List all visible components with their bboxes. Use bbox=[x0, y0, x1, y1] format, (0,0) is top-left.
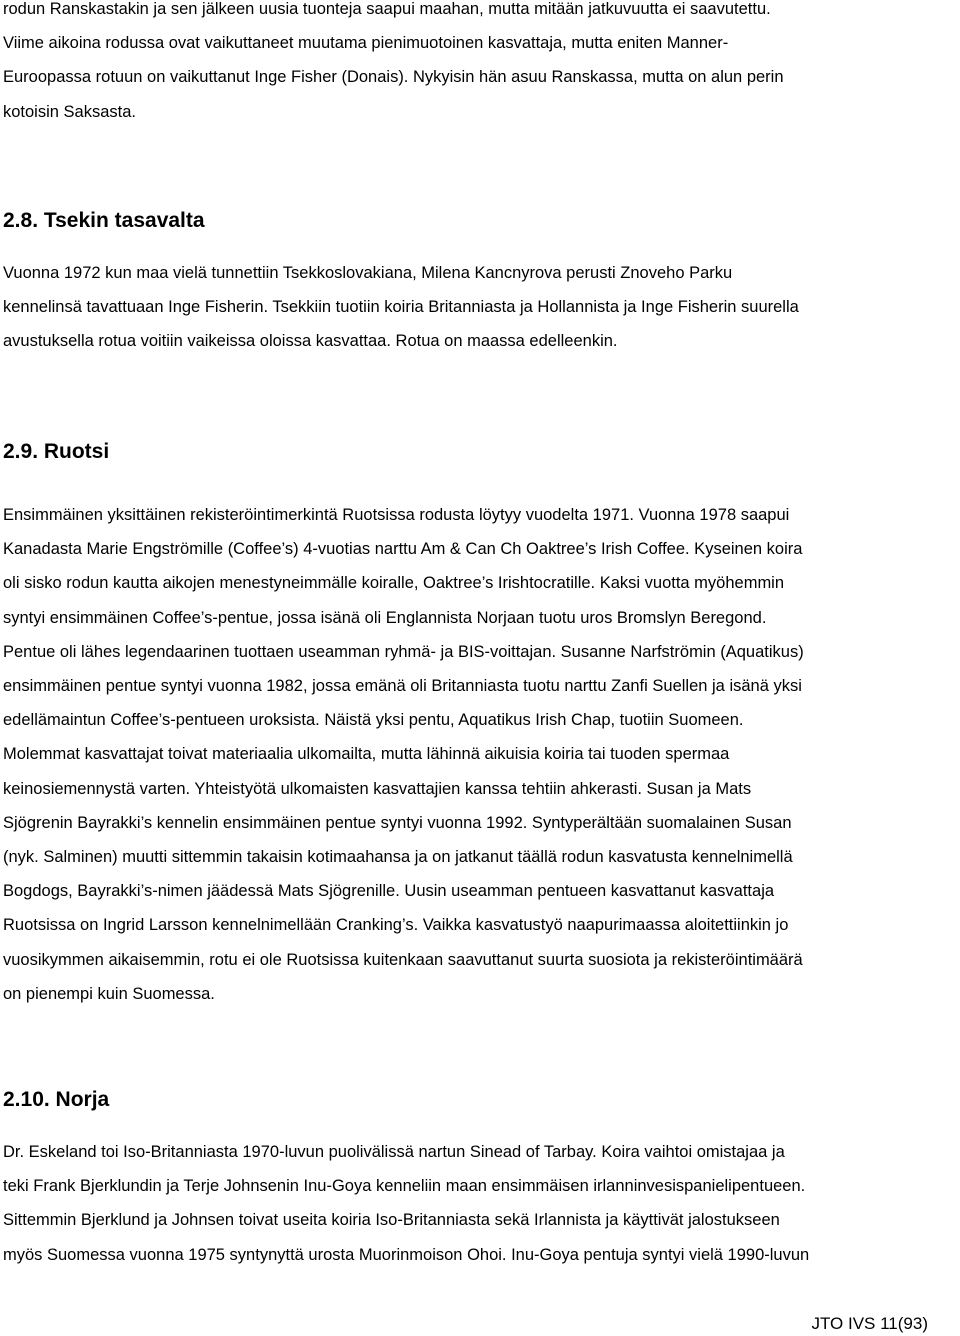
text-line: rodun Ranskastakin ja sen jälkeen uusia tuonteja saapui maahan, mutta mitään jatkuvuutta ei saavutettu. bbox=[3, 0, 771, 18]
text-line: oli sisko rodun kautta aikojen menestyneimmälle koiralle, Oaktree’s Irishtocratille. Kaksi vuotta myöhemmin bbox=[3, 574, 785, 593]
text-line: keinosiemennystä varten. Yhteistyötä ulkomaisten kasvattajien kanssa tehtiin ahkerasti. Susan ja Mats bbox=[3, 779, 752, 798]
text-line: Viime aikoina rodussa ovat vaikuttaneet muutama pienimuotoinen kasvattaja, mutta eniten Manner- bbox=[3, 34, 729, 53]
text-line: Dr. Eskeland toi Iso-Britanniasta 1970-luvun puolivälissä nartun Sinead of Tarbay. Koira vaihtoi omistajaa ja bbox=[3, 1143, 785, 1161]
text-line: (nyk. Salminen) muutti sittemmin takaisin kotimaahansa ja on jatkanut täällä rodun kasvatusta kennelnimellä bbox=[3, 848, 793, 867]
text-line: Ensimmäinen yksittäinen rekisteröintimerkintä Ruotsissa rodusta löytyy vuodelta 1971. Vuonna 1978 saapui bbox=[3, 506, 790, 524]
text-line: on pienempi kuin Suomessa. bbox=[3, 984, 215, 1003]
section-heading-tsekin-tasavalta: 2.8. Tsekin tasavalta bbox=[3, 209, 205, 232]
text-line: kotoisin Saksasta. bbox=[3, 102, 136, 121]
text-line: kennelinsä tavattuaan Inge Fisherin. Tsekkiin tuotiin koiria Britanniasta ja Hollannista ja Inge Fisherin suurella bbox=[3, 298, 799, 317]
text-line: edellämaintun Coffee’s-pentueen uroksista. Näistä yksi pentu, Aquatikus Irish Chap, tuotiin Suomeen. bbox=[3, 711, 744, 730]
text-line: Molemmat kasvattajat toivat materiaalia ulkomailta, mutta lähinnä aikuisia koiria tai tuoden spermaa bbox=[3, 745, 730, 764]
section-heading-ruotsi: 2.9. Ruotsi bbox=[3, 440, 110, 463]
section-paragraph-tsekin-tasavalta bbox=[3, 256, 960, 359]
section-paragraph-norja bbox=[3, 1135, 960, 1272]
text-line: Vuonna 1972 kun maa vielä tunnettiin Tsekkoslovakiana, Milena Kancnyrova perusti Znoveho Parku bbox=[3, 264, 733, 282]
section-heading-norja: 2.10. Norja bbox=[3, 1088, 110, 1111]
page-footer-label: JTO IVS 11(93) bbox=[811, 1314, 928, 1333]
text-line: ensimmäinen pentue syntyi vuonna 1982, jossa emänä oli Britanniasta tuotu narttu Zanfi Suellen ja isänä yksi bbox=[3, 677, 802, 696]
text-line: avustuksella rotua voitiin vaikeissa oloissa kasvattaa. Rotua on maassa edelleenkin. bbox=[3, 332, 618, 351]
text-line: Euroopassa rotuun on vaikuttanut Inge Fisher (Donais). Nykyisin hän asuu Ranskassa, mutta on alun perin bbox=[3, 68, 784, 87]
section-paragraph-ruotsi bbox=[3, 498, 960, 1011]
text-line: Sjögrenin Bayrakki’s kennelin ensimmäinen pentue syntyi vuonna 1992. Syntyperältään suomalainen Susan bbox=[3, 813, 792, 832]
text-line: Kanadasta Marie Engströmille (Coffee’s) 4-vuotias narttu Am & Can Ch Oaktree’s Irish Coffee. Kyseinen koira bbox=[3, 540, 803, 559]
text-line: Sittemmin Bjerklund ja Johnsen toivat useita koiria Iso-Britanniasta sekä Irlannista ja käyttivät jalostukseen bbox=[3, 1211, 780, 1230]
text-line: Ruotsissa on Ingrid Larsson kennelnimellään Cranking’s. Vaikka kasvatustyö naapurimaassa aloitettiinkin jo bbox=[3, 916, 789, 935]
text-line: syntyi ensimmäinen Coffee’s-pentue, jossa isänä oli Englannista Norjaan tuotu uros Bromslyn Beregond. bbox=[3, 608, 767, 627]
text-line: Bogdogs, Bayrakki’s-nimen jäädessä Mats Sjögrenille. Uusin useamman pentueen kasvattanut kasvattaja bbox=[3, 882, 775, 901]
text-line: teki Frank Bjerklundin ja Terje Johnsenin Inu-Goya kenneliin maan ensimmäisen irlanninvesispanielipentueen. bbox=[3, 1177, 806, 1196]
text-line: vuosikymmen aikaisemmin, rotu ei ole Ruotsissa kuitenkaan saavuttanut suurta suosiota ja rekisteröintimäärä bbox=[3, 950, 803, 969]
text-line: myös Suomessa vuonna 1975 syntynyttä urosta Muorinmoison Ohoi. Inu-Goya pentuja syntyi vielä 1990-luvun bbox=[3, 1245, 810, 1264]
text-line: Pentue oli lähes legendaarinen tuottaen useamman ryhmä- ja BIS-voittajan. Susanne Narfströmin (Aquatikus) bbox=[3, 642, 804, 661]
intro-paragraph bbox=[3, 0, 960, 129]
